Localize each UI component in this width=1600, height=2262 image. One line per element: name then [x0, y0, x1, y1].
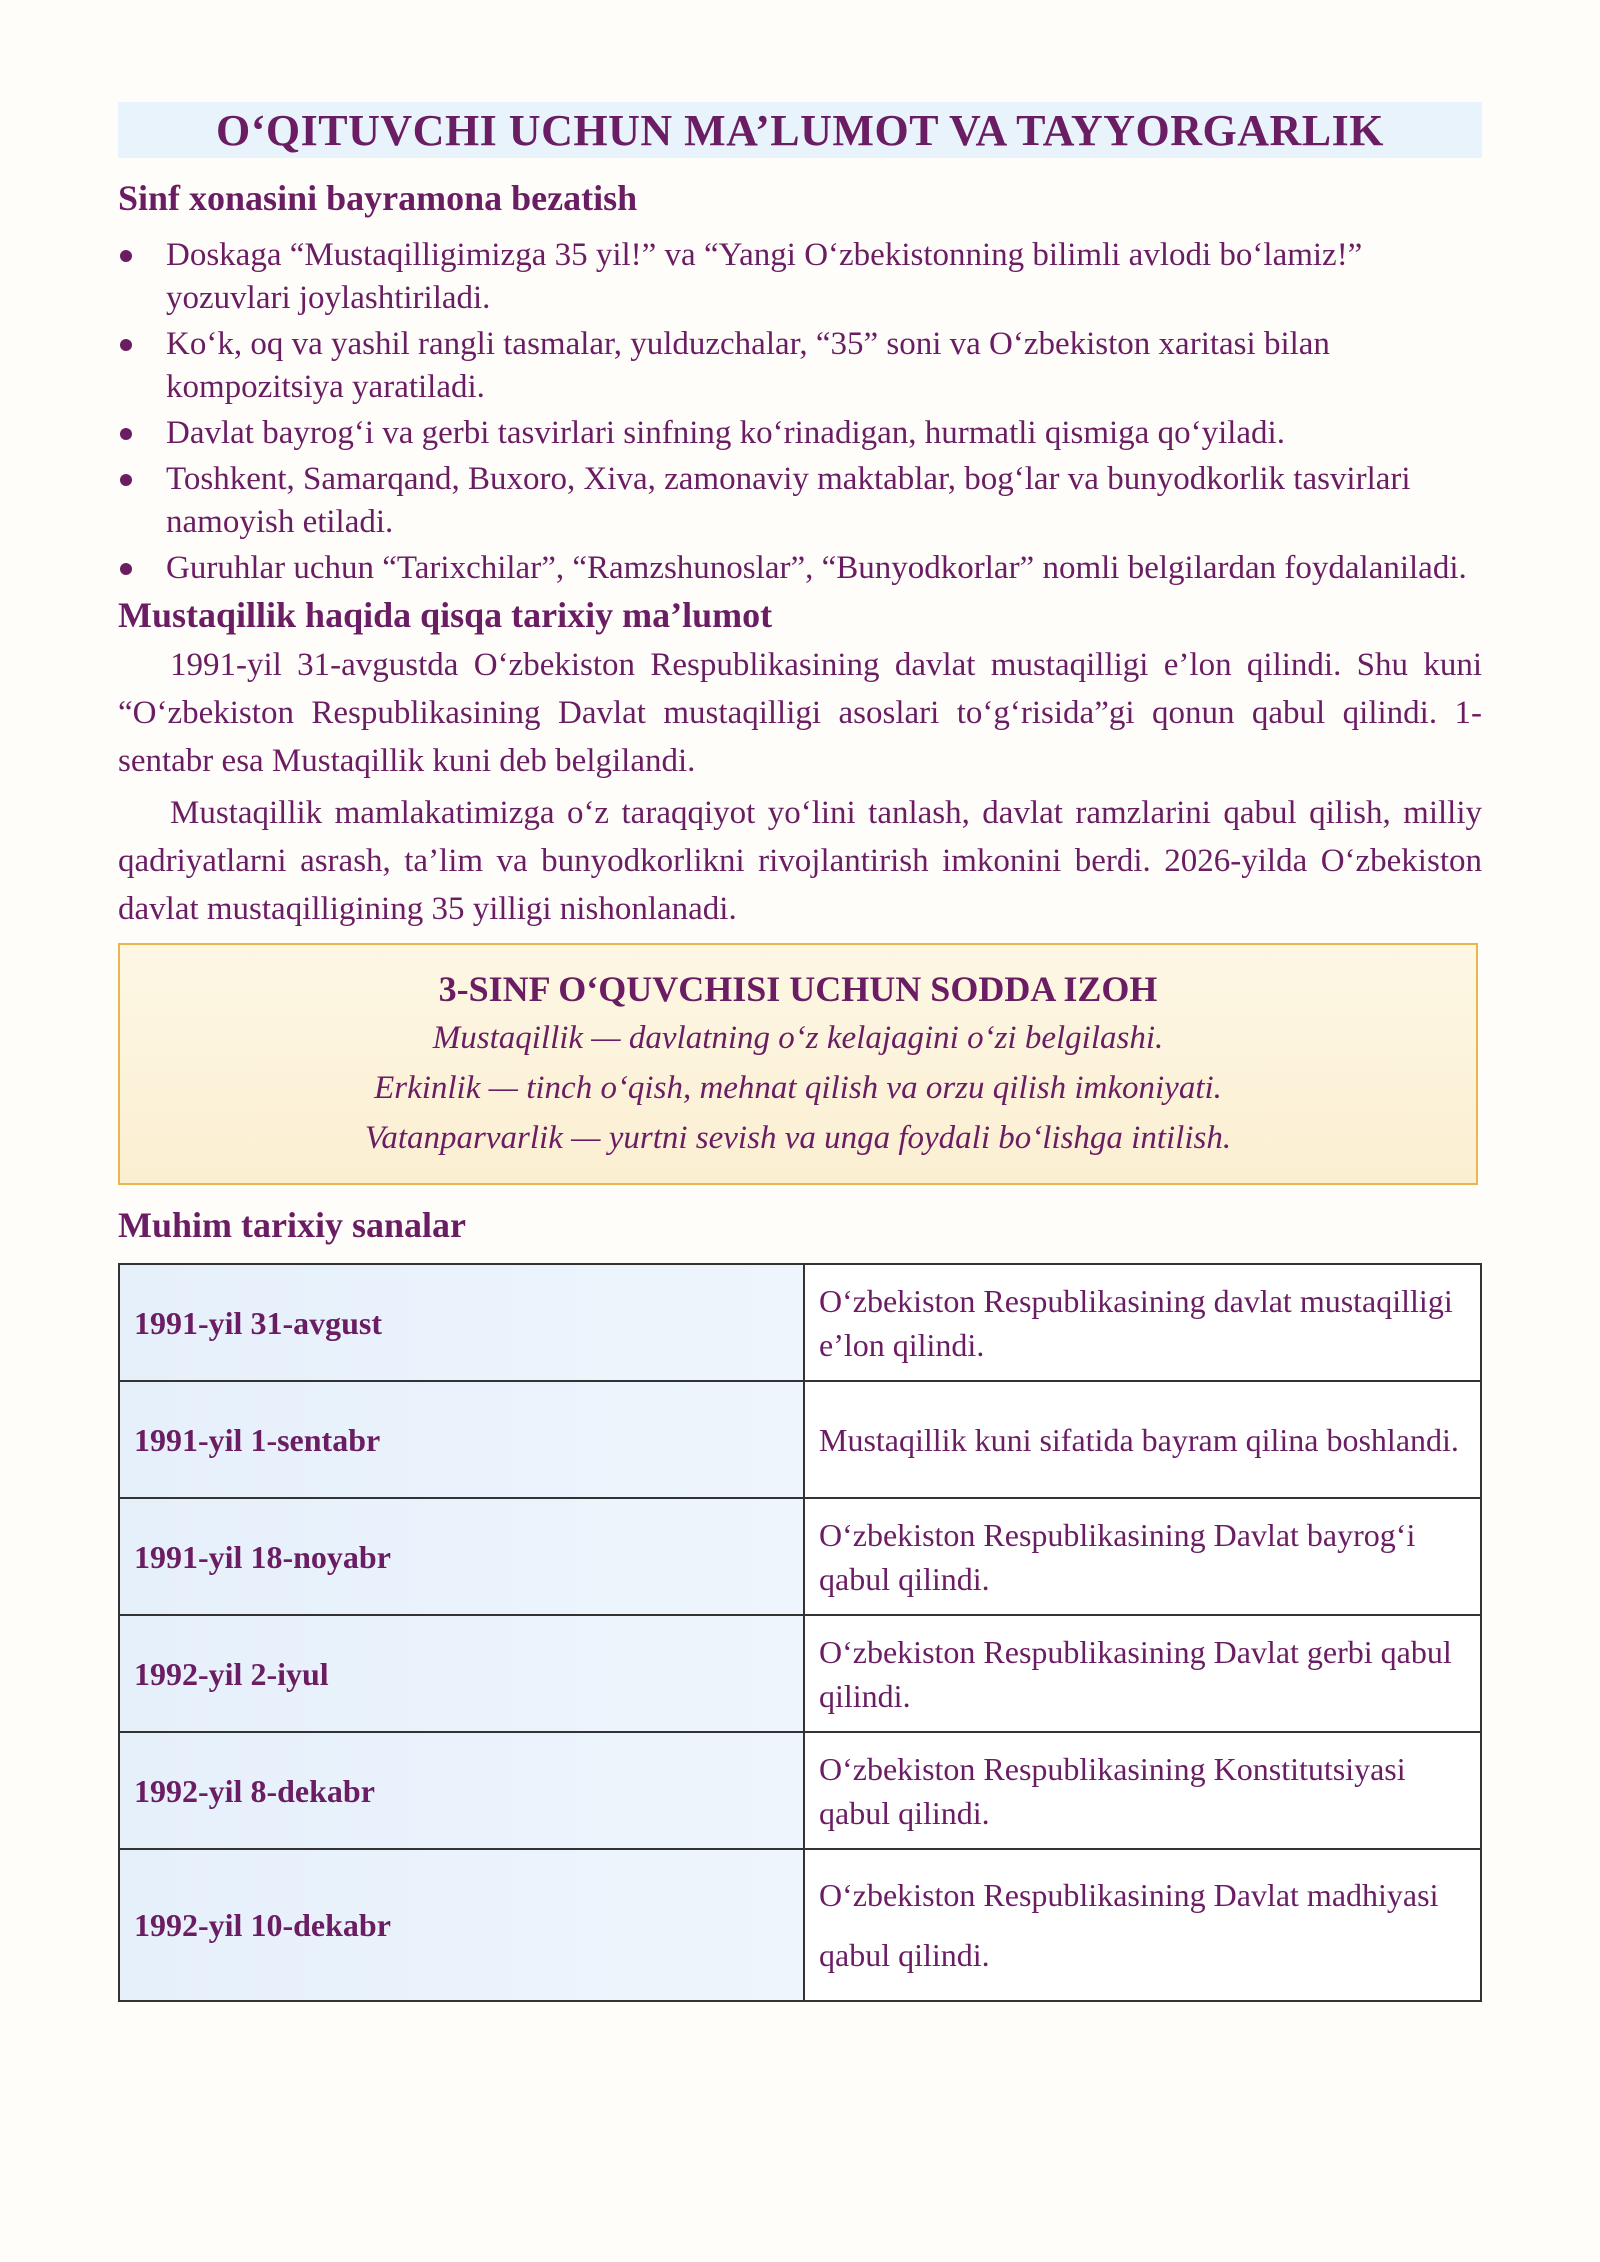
- event-cell: O‘zbekiston Respublikasining Davlat gerbi qabul qilindi.: [804, 1615, 1481, 1732]
- bullet-item: [118, 458, 1482, 544]
- bullet-text: Toshkent, Samarqand, Buxoro, Xiva, zamonaviy maktablar, bog‘lar va bunyodkorlik tasvirlari namoyish etiladi.: [166, 461, 1411, 540]
- date-cell: 1992-yil 2-iyul: [119, 1615, 804, 1732]
- table-row: [119, 1264, 1481, 1381]
- table-row: [119, 1498, 1481, 1615]
- dates-table: [118, 1263, 1482, 2002]
- note-line: Vatanparvarlik — yurtni sevish va unga foydali bo‘lishga intilish.: [364, 1120, 1232, 1156]
- event-cell: Mustaqillik kuni sifatida bayram qilina boshlandi.: [804, 1381, 1481, 1498]
- bullet-item: [118, 234, 1482, 320]
- table-row: [119, 1615, 1481, 1732]
- page-title: O‘QITUVCHI UCHUN MA’LUMOT VA TAYYORGARLIK: [216, 105, 1384, 155]
- history-paragraph: 1991-yil 31-avgustda O‘zbekiston Respublikasining davlat mustaqilligi e’lon qilindi. Shu kuni “O‘zbekiston Respublikasining Davlat mustaqilligi asoslari to‘g‘risida”gi qonun qabul qilindi. 1-sentabr esa Mustaqillik kuni deb belgilandi.: [118, 647, 1482, 779]
- table-row: [119, 1381, 1481, 1498]
- note-line: Mustaqillik — davlatning o‘z kelajagini o‘zi belgilashi.: [432, 1020, 1164, 1056]
- bullet-text: Davlat bayrog‘i va gerbi tasvirlari sinfning ko‘rinadigan, hurmatli qismiga qo‘yiladi.: [166, 415, 1285, 451]
- section-heading-history: Mustaqillik haqida qisqa tarixiy ma’lumot: [118, 595, 773, 635]
- bullet-item: [118, 547, 1482, 590]
- event-cell: O‘zbekiston Respublikasining Konstitutsiyasi qabul qilindi.: [804, 1732, 1481, 1849]
- bullet-text: Guruhlar uchun “Tarixchilar”, “Ramzshunoslar”, “Bunyodkorlar” nomli belgilardan foydalaniladi.: [166, 550, 1467, 586]
- bullet-dot-icon: [120, 428, 132, 440]
- event-cell: O‘zbekiston Respublikasining davlat mustaqilligi e’lon qilindi.: [804, 1264, 1481, 1381]
- bullet-dot-icon: [120, 474, 132, 486]
- bullet-dot-icon: [120, 250, 132, 262]
- document-page: [118, 102, 1482, 2002]
- date-cell: 1991-yil 18-noyabr: [119, 1498, 804, 1615]
- bullet-dot-icon: [120, 339, 132, 351]
- table-row: [119, 1732, 1481, 1849]
- event-cell: O‘zbekiston Respublikasining Davlat bayrog‘i qabul qilindi.: [804, 1498, 1481, 1615]
- bullet-dot-icon: [120, 563, 132, 575]
- section-heading-dates: Muhim tarixiy sanalar: [118, 1205, 466, 1245]
- bullet-item: [118, 323, 1482, 409]
- date-cell: 1992-yil 10-dekabr: [119, 1849, 804, 2001]
- note-title: 3-SINF O‘QUVCHISI UCHUN SODDA IZOH: [438, 969, 1158, 1009]
- history-paragraph: Mustaqillik mamlakatimizga o‘z taraqqiyot yo‘lini tanlash, davlat ramzlarini qabul qilish, milliy qadriyatlarni asrash, ta’lim va bunyodkorlikni rivojlantirish imkonini berdi. 2026-yilda O‘zbekiston davlat mustaqilligining 35 yilligi nishonlanadi.: [118, 795, 1482, 927]
- event-cell: O‘zbekiston Respublikasining Davlat madhiyasi qabul qilindi.: [804, 1849, 1481, 2001]
- section-heading-decoration: Sinf xonasini bayramona bezatish: [118, 178, 638, 218]
- note-line: Erkinlik — tinch o‘qish, mehnat qilish va orzu qilish imkoniyati.: [374, 1070, 1222, 1106]
- title-band: [118, 102, 1482, 158]
- bullet-item: [118, 412, 1482, 455]
- date-cell: 1991-yil 31-avgust: [119, 1264, 804, 1381]
- student-note-box: [118, 943, 1478, 1185]
- date-cell: 1991-yil 1-sentabr: [119, 1381, 804, 1498]
- bullet-text: Ko‘k, oq va yashil rangli tasmalar, yulduzchalar, “35” soni va O‘zbekiston xaritasi bilan kompozitsiya yaratiladi.: [166, 326, 1330, 405]
- decoration-bullet-list: [118, 234, 1482, 590]
- bullet-text: Doskaga “Mustaqilligimizga 35 yil!” va “Yangi O‘zbekistonning bilimli avlodi bo‘lamiz!” yozuvlari joylashtiriladi.: [166, 237, 1363, 316]
- date-cell: 1992-yil 8-dekabr: [119, 1732, 804, 1849]
- table-row: [119, 1849, 1481, 2001]
